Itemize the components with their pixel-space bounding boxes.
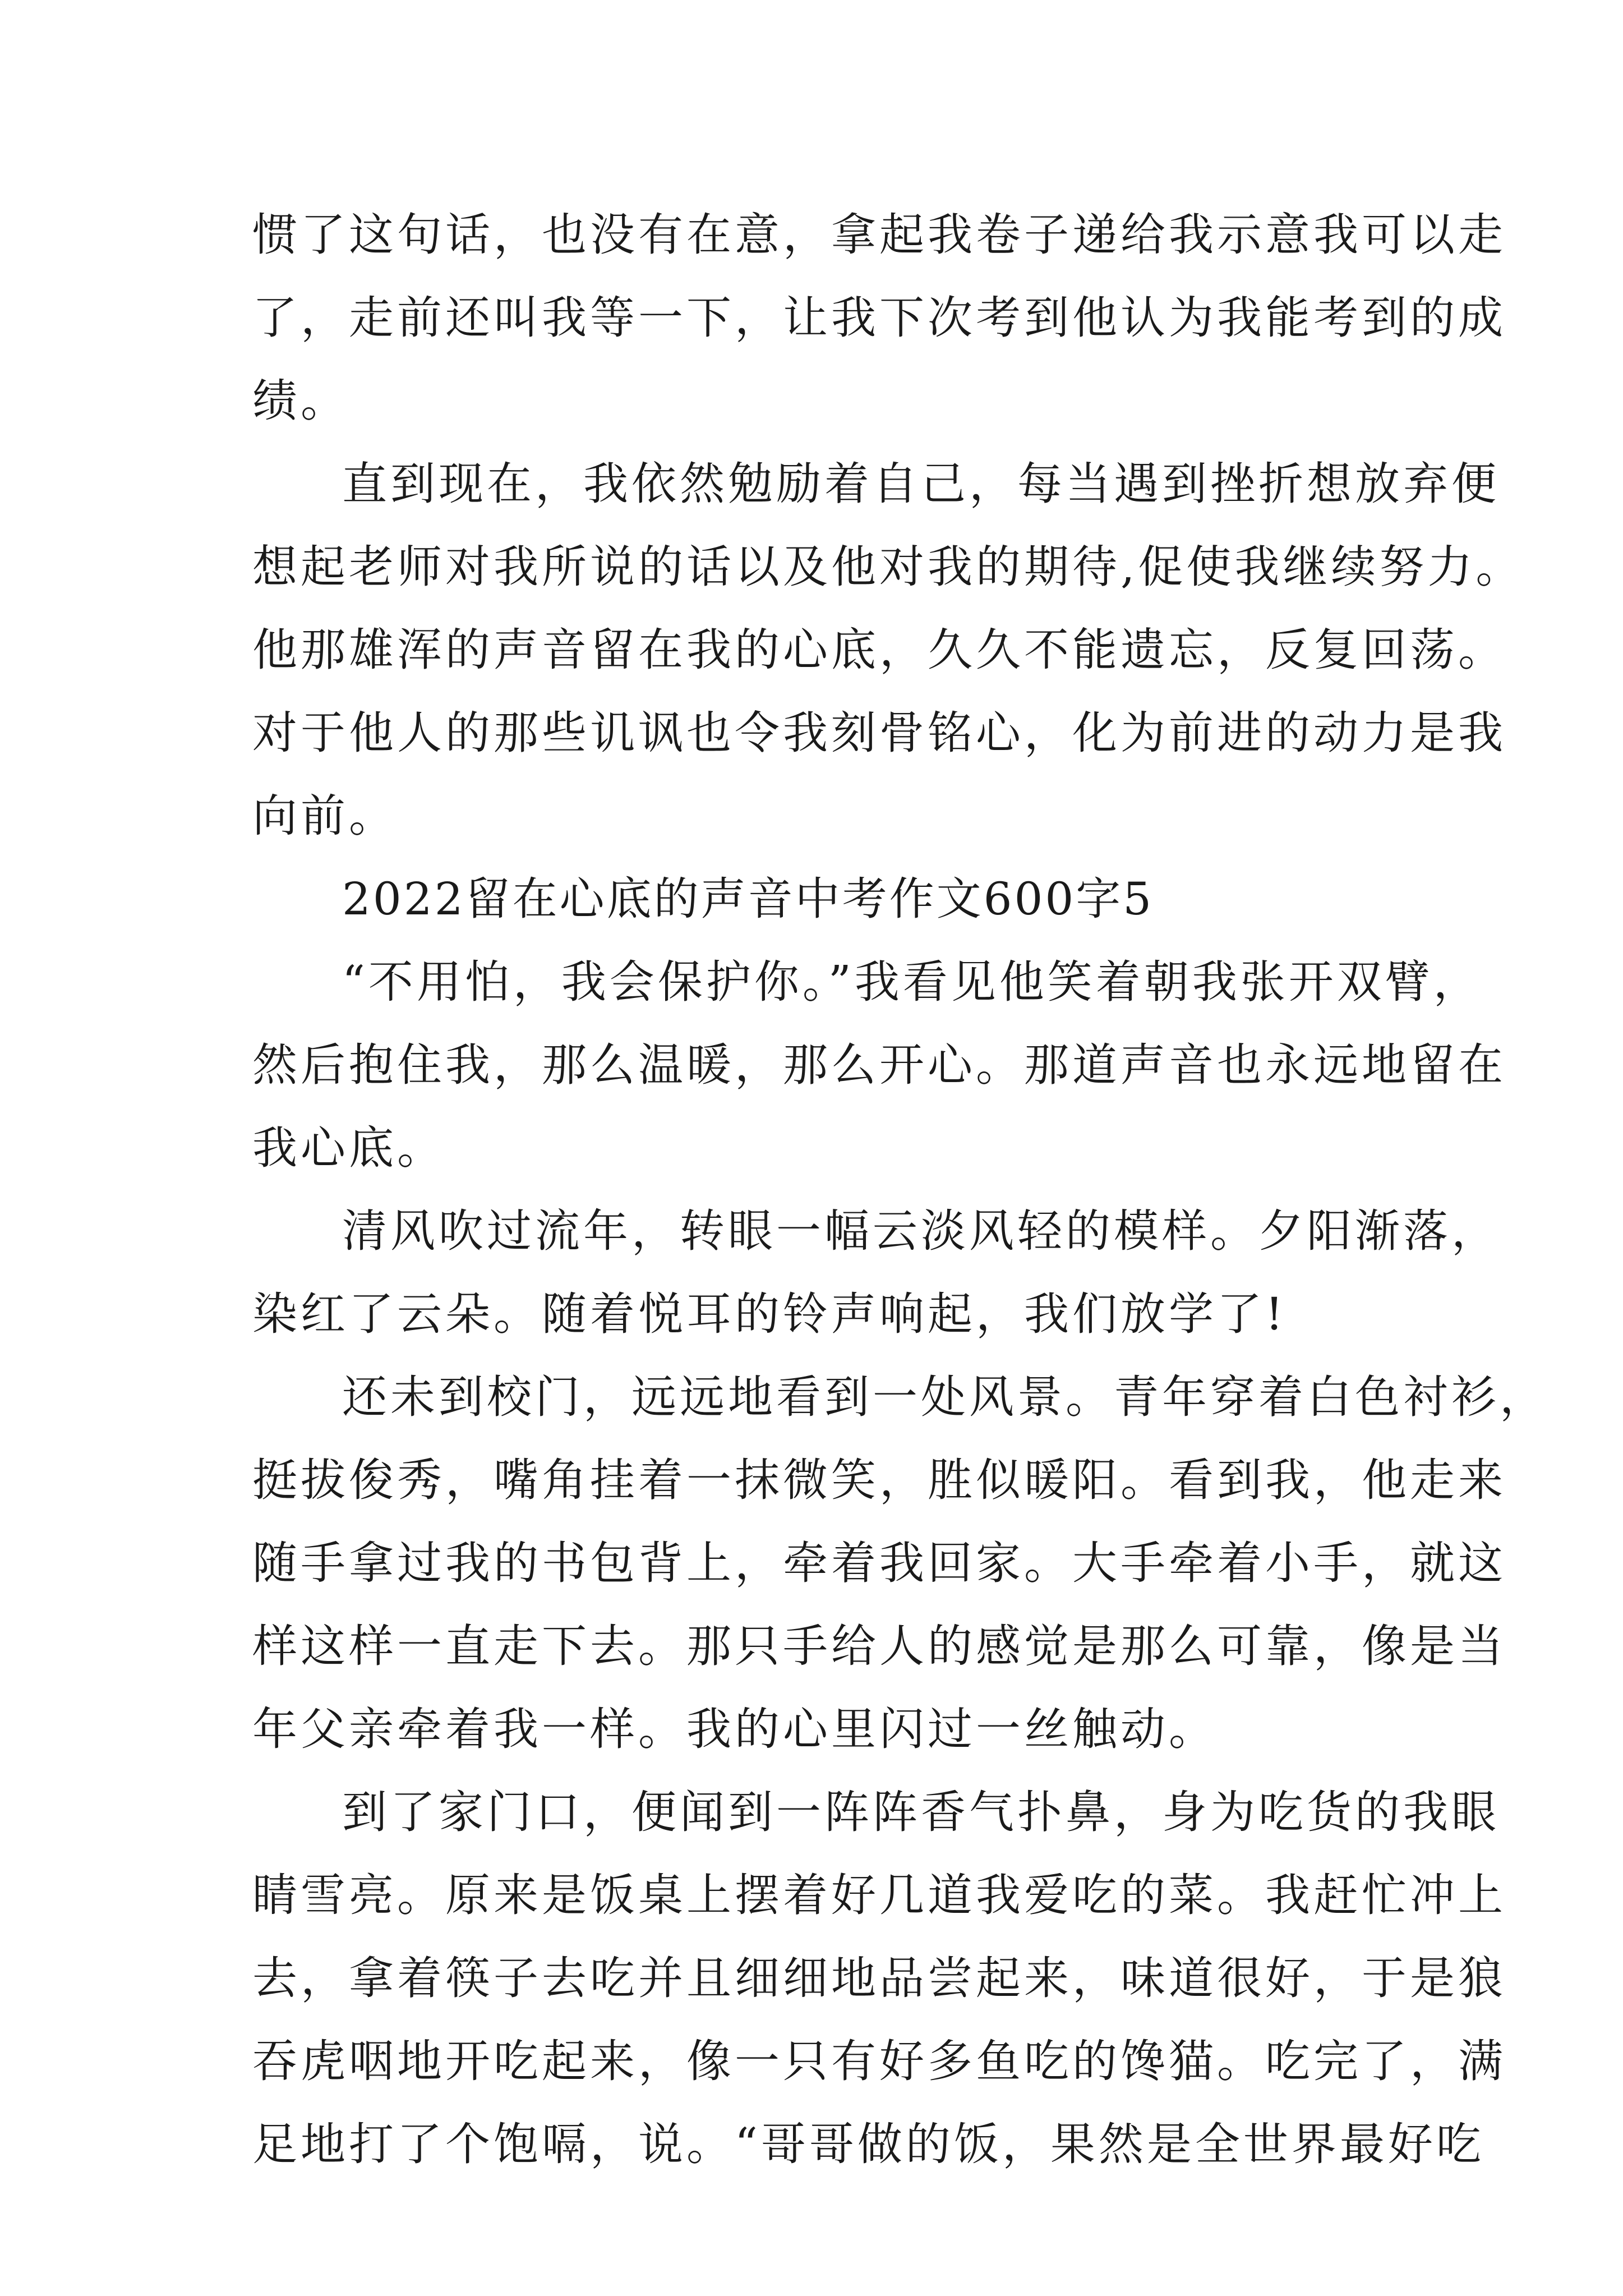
text-line: 了，走前还叫我等一下，让我下次考到他认为我能考到的成 [252,292,1506,344]
text-line: 对于他人的那些讥讽也令我刻骨铭心，化为前进的动力是我 [252,707,1506,759]
text-line: 足地打了个饱嗝，说。“哥哥做的饭，果然是全世界最好吃 [252,2118,1484,2170]
text-line: 惯了这句话，也没有在意，拿起我卷子递给我示意我可以走 [252,209,1506,261]
paragraph-start-line: 清风吹过流年，转眼一幅云淡风轻的模样。夕阳渐落， [342,1205,1500,1257]
section-heading: 2022留在心底的声音中考作文600字5 [342,873,1154,925]
text-line: 染红了云朵。随着悦耳的铃声响起，我们放学了! [252,1288,1287,1340]
text-line: 年父亲牵着我一样。我的心里闪过一丝触动。 [252,1703,1217,1755]
text-line: 他那雄浑的声音留在我的心底，久久不能遗忘，反复回荡。 [252,624,1506,676]
text-line: 吞虎咽地开吃起来，像一只有好多鱼吃的馋猫。吃完了，满 [252,2035,1506,2087]
paragraph-start-line: 直到现在，我依然勉励着自己，每当遇到挫折想放弃便 [342,458,1500,510]
text-line: 然后抱住我，那么温暖，那么开心。那道声音也永远地留在 [252,1039,1506,1091]
text-line: 睛雪亮。原来是饭桌上摆着好几道我爱吃的菜。我赶忙冲上 [252,1869,1506,1921]
paragraph-start-line: 还未到校门，远远地看到一处风景。青年穿着白色衬衫， [342,1371,1548,1423]
text-line: 向前。 [252,790,397,842]
paragraph-start-line: “不用怕，我会保护你。”我看见他笑着朝我张开双臂， [342,956,1482,1008]
text-line: 想起老师对我所说的话以及他对我的期待,促使我继续努力。 [252,541,1524,593]
text-line: 我心底。 [252,1122,445,1174]
paragraph-start-line: 到了家门口，便闻到一阵阵香气扑鼻，身为吃货的我眼 [342,1786,1500,1838]
text-line: 绩。 [252,375,349,427]
text-line: 随手拿过我的书包背上，牵着我回家。大手牵着小手，就这 [252,1537,1506,1589]
text-line: 去，拿着筷子去吃并且细细地品尝起来，味道很好，于是狼 [252,1952,1506,2004]
text-line: 样这样一直走下去。那只手给人的感觉是那么可靠，像是当 [252,1620,1506,1672]
essay-body [252,194,1548,2186]
text-line: 挺拔俊秀，嘴角挂着一抹微笑，胜似暖阳。看到我，他走来 [252,1454,1506,1506]
